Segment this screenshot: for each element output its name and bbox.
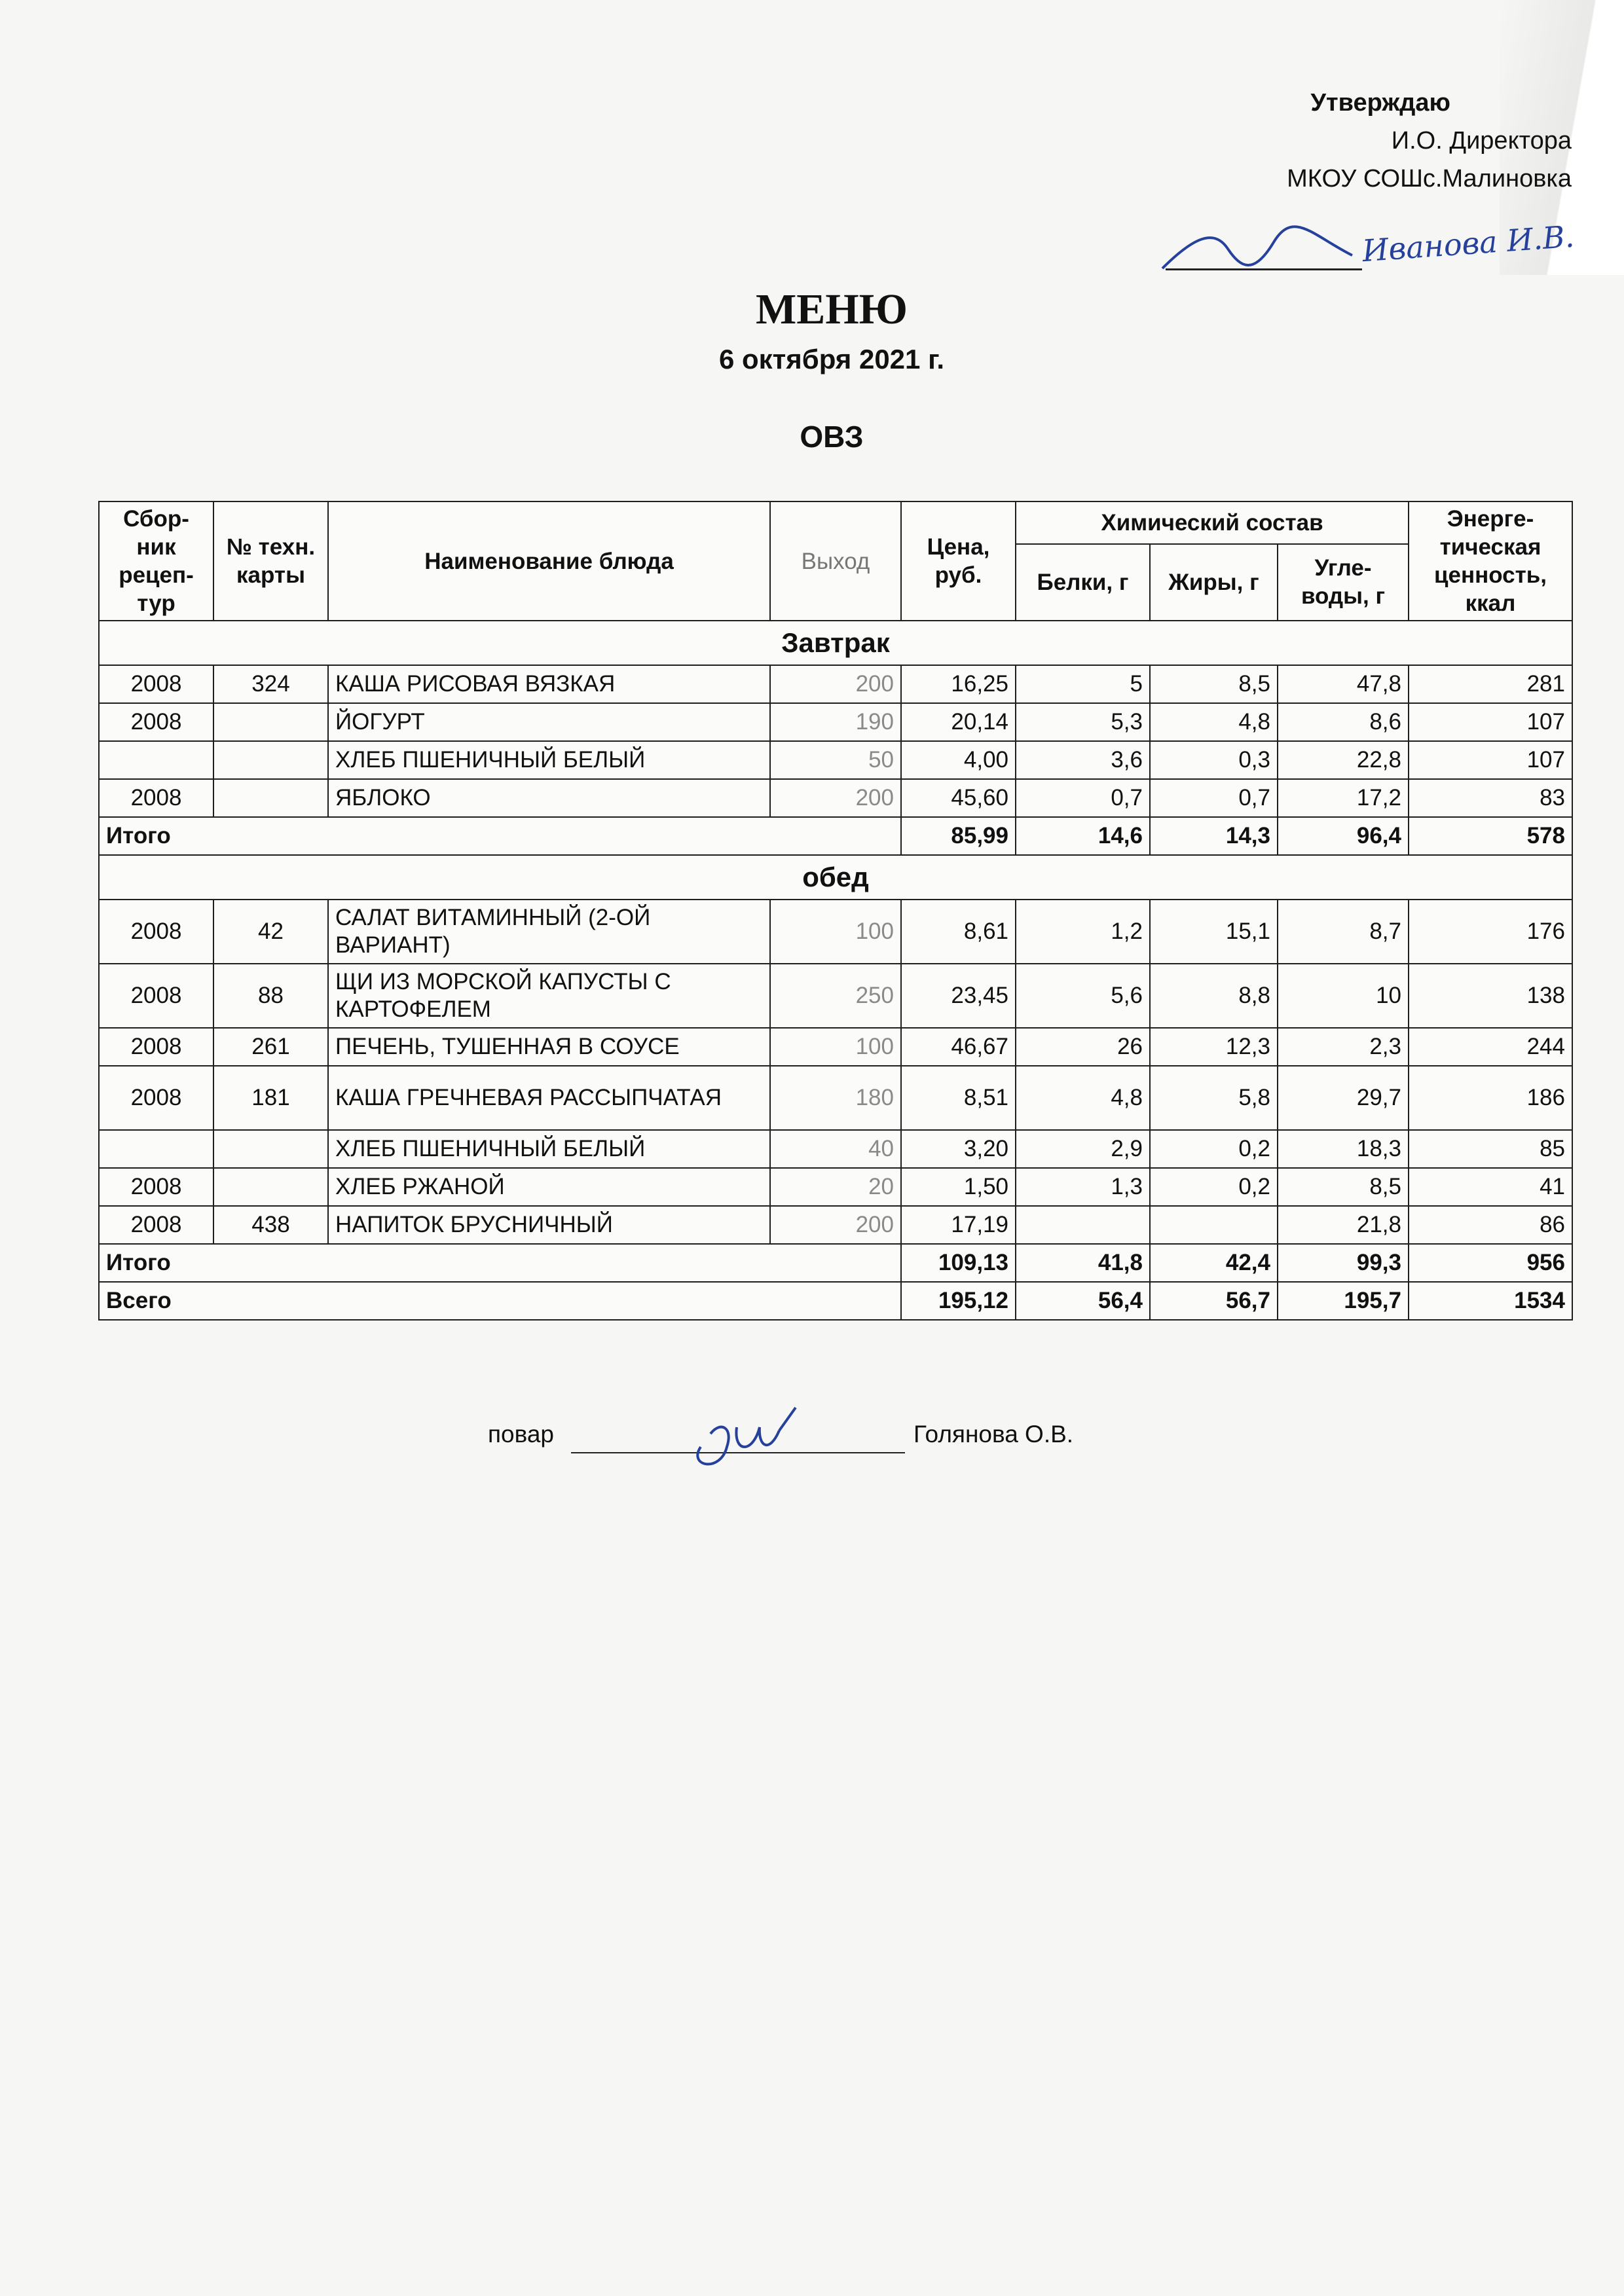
- grand-total-proteins: 56,4: [1016, 1282, 1150, 1320]
- cell-card: 438: [213, 1206, 328, 1244]
- grand-total-energy: 1534: [1409, 1282, 1572, 1320]
- cell-carbs: 18,3: [1278, 1130, 1409, 1168]
- cell-proteins: 26: [1016, 1028, 1150, 1066]
- cell-output: 250: [770, 964, 901, 1028]
- cook-signature-scribble: [681, 1401, 812, 1480]
- approval-organization: МКОУ СОШс.Малиновка: [1287, 165, 1572, 192]
- cell-collection: 2008: [99, 1206, 213, 1244]
- cell-carbs: 21,8: [1278, 1206, 1409, 1244]
- cell-card: 261: [213, 1028, 328, 1066]
- cell-proteins: 5: [1016, 665, 1150, 703]
- cell-fats: 12,3: [1150, 1028, 1278, 1066]
- cell-output: 40: [770, 1130, 901, 1168]
- cell-energy: 244: [1409, 1028, 1572, 1066]
- cell-card: [213, 741, 328, 779]
- cell-proteins: 1,3: [1016, 1168, 1150, 1206]
- cell-card: [213, 1130, 328, 1168]
- menu-table: [98, 501, 1573, 1321]
- cell-proteins: 2,9: [1016, 1130, 1150, 1168]
- header-collection: Сбор-ник рецеп-тур: [99, 501, 213, 621]
- menu-date: 6 октября 2021 г.: [718, 344, 945, 374]
- cell-energy: 107: [1409, 741, 1572, 779]
- total-carbs: 99,3: [1278, 1244, 1409, 1282]
- header-proteins: Белки, г: [1016, 544, 1150, 621]
- table-row: [99, 703, 1572, 741]
- section-row-lunch: [99, 855, 1572, 900]
- cell-proteins: 4,8: [1016, 1066, 1150, 1130]
- cell-card: 181: [213, 1066, 328, 1130]
- total-energy: 956: [1409, 1244, 1572, 1282]
- cell-energy: 186: [1409, 1066, 1572, 1130]
- total-carbs: 96,4: [1278, 817, 1409, 855]
- table-row: [99, 665, 1572, 703]
- cell-carbs: 47,8: [1278, 665, 1409, 703]
- cell-price: 3,20: [901, 1130, 1016, 1168]
- total-fats: 14,3: [1150, 817, 1278, 855]
- approval-position: И.О. Директора: [1391, 127, 1572, 155]
- cell-energy: 138: [1409, 964, 1572, 1028]
- cell-fats: 8,8: [1150, 964, 1278, 1028]
- cell-card: 324: [213, 665, 328, 703]
- cell-proteins: 3,6: [1016, 741, 1150, 779]
- total-proteins: 41,8: [1016, 1244, 1150, 1282]
- cell-carbs: 8,5: [1278, 1168, 1409, 1206]
- cell-collection: [99, 741, 213, 779]
- cell-fats: 8,5: [1150, 665, 1278, 703]
- cell-collection: 2008: [99, 665, 213, 703]
- header-tech-card: № техн. карты: [213, 501, 328, 621]
- cell-price: 17,19: [901, 1206, 1016, 1244]
- cell-dish-name: САЛАТ ВИТАМИННЫЙ (2-ОЙ ВАРИАНТ): [328, 900, 770, 964]
- cell-dish-name: ХЛЕБ ПШЕНИЧНЫЙ БЕЛЫЙ: [328, 741, 770, 779]
- cell-collection: 2008: [99, 1028, 213, 1066]
- page-title: МЕНЮ: [756, 285, 908, 333]
- cell-dish-name: ЩИ ИЗ МОРСКОЙ КАПУСТЫ С КАРТОФЕЛЕМ: [328, 964, 770, 1028]
- header-carbs: Угле-воды, г: [1278, 544, 1409, 621]
- cell-dish-name: ХЛЕБ РЖАНОЙ: [328, 1168, 770, 1206]
- table-row: [99, 1168, 1572, 1206]
- cell-dish-name: ХЛЕБ ПШЕНИЧНЫЙ БЕЛЫЙ: [328, 1130, 770, 1168]
- cell-price: 20,14: [901, 703, 1016, 741]
- cell-carbs: 17,2: [1278, 779, 1409, 817]
- header-dish-name: Наименование блюда: [328, 501, 770, 621]
- cell-price: 8,51: [901, 1066, 1016, 1130]
- cell-price: 23,45: [901, 964, 1016, 1028]
- cell-output: 100: [770, 1028, 901, 1066]
- cell-collection: 2008: [99, 703, 213, 741]
- cell-carbs: 22,8: [1278, 741, 1409, 779]
- cell-energy: 41: [1409, 1168, 1572, 1206]
- cell-collection: 2008: [99, 1066, 213, 1130]
- cell-output: 190: [770, 703, 901, 741]
- cell-proteins: 5,3: [1016, 703, 1150, 741]
- cell-proteins: 1,2: [1016, 900, 1150, 964]
- director-signature-scribble: [1156, 223, 1365, 282]
- cell-price: 16,25: [901, 665, 1016, 703]
- section-row-breakfast: [99, 621, 1572, 665]
- header-output: Выход: [770, 501, 901, 621]
- header-energy: Энерге-тическая ценность, ккал: [1409, 501, 1572, 621]
- total-row-breakfast: [99, 817, 1572, 855]
- cell-card: [213, 703, 328, 741]
- total-label: Итого: [99, 817, 901, 855]
- table-row: [99, 779, 1572, 817]
- cell-card: 42: [213, 900, 328, 964]
- cell-collection: 2008: [99, 1168, 213, 1206]
- section-title-lunch: обед: [99, 855, 1572, 900]
- cell-energy: 85: [1409, 1130, 1572, 1168]
- total-fats: 42,4: [1150, 1244, 1278, 1282]
- cell-dish-name: НАПИТОК БРУСНИЧНЫЙ: [328, 1206, 770, 1244]
- cell-dish-name: КАША РИСОВАЯ ВЯЗКАЯ: [328, 665, 770, 703]
- cell-proteins: [1016, 1206, 1150, 1244]
- cell-collection: [99, 1130, 213, 1168]
- total-row-lunch: [99, 1244, 1572, 1282]
- cook-label: повар: [488, 1421, 555, 1448]
- cell-fats: 0,7: [1150, 779, 1278, 817]
- cell-carbs: 8,7: [1278, 900, 1409, 964]
- grand-total-label: Всего: [99, 1282, 901, 1320]
- cell-price: 1,50: [901, 1168, 1016, 1206]
- cell-carbs: 8,6: [1278, 703, 1409, 741]
- table-row: [99, 1130, 1572, 1168]
- director-signature: Иванова И.В.: [1361, 218, 1576, 269]
- cell-output: 200: [770, 665, 901, 703]
- cell-collection: 2008: [99, 900, 213, 964]
- total-energy: 578: [1409, 817, 1572, 855]
- cell-collection: 2008: [99, 964, 213, 1028]
- table-row: [99, 964, 1572, 1028]
- cell-dish-name: ЙОГУРТ: [328, 703, 770, 741]
- table-row: [99, 900, 1572, 964]
- menu-table-body: [99, 621, 1572, 1320]
- header-fats: Жиры, г: [1150, 544, 1278, 621]
- cell-fats: 0,2: [1150, 1168, 1278, 1206]
- approval-label: Утверждаю: [1310, 89, 1450, 117]
- cell-output: 100: [770, 900, 901, 964]
- cell-output: 200: [770, 1206, 901, 1244]
- grand-total-row: [99, 1282, 1572, 1320]
- total-label: Итого: [99, 1244, 901, 1282]
- cell-price: 45,60: [901, 779, 1016, 817]
- cell-carbs: 2,3: [1278, 1028, 1409, 1066]
- cell-output: 20: [770, 1168, 901, 1206]
- cell-energy: 86: [1409, 1206, 1572, 1244]
- grand-total-fats: 56,7: [1150, 1282, 1278, 1320]
- total-price: 109,13: [901, 1244, 1016, 1282]
- cell-fats: 5,8: [1150, 1066, 1278, 1130]
- cell-card: 88: [213, 964, 328, 1028]
- cell-output: 50: [770, 741, 901, 779]
- table-row: [99, 741, 1572, 779]
- cell-carbs: 10: [1278, 964, 1409, 1028]
- header-chemical: Химический состав: [1016, 501, 1409, 544]
- cell-dish-name: ЯБЛОКО: [328, 779, 770, 817]
- cell-energy: 176: [1409, 900, 1572, 964]
- cell-energy: 83: [1409, 779, 1572, 817]
- cell-card: [213, 1168, 328, 1206]
- cell-fats: [1150, 1206, 1278, 1244]
- cell-fats: 4,8: [1150, 703, 1278, 741]
- cell-fats: 0,3: [1150, 741, 1278, 779]
- cell-collection: 2008: [99, 779, 213, 817]
- table-row: [99, 1206, 1572, 1244]
- cell-output: 180: [770, 1066, 901, 1130]
- table-row: [99, 1066, 1572, 1130]
- cell-output: 200: [770, 779, 901, 817]
- grand-total-price: 195,12: [901, 1282, 1016, 1320]
- menu-subtitle: ОВЗ: [800, 420, 864, 454]
- cell-fats: 0,2: [1150, 1130, 1278, 1168]
- cell-dish-name: ПЕЧЕНЬ, ТУШЕННАЯ В СОУСЕ: [328, 1028, 770, 1066]
- total-price: 85,99: [901, 817, 1016, 855]
- header-price: Цена, руб.: [901, 501, 1016, 621]
- cell-carbs: 29,7: [1278, 1066, 1409, 1130]
- cell-price: 4,00: [901, 741, 1016, 779]
- cell-energy: 281: [1409, 665, 1572, 703]
- cook-name: Голянова О.В.: [913, 1421, 1074, 1448]
- cell-price: 8,61: [901, 900, 1016, 964]
- table-row: [99, 1028, 1572, 1066]
- cell-card: [213, 779, 328, 817]
- cell-proteins: 0,7: [1016, 779, 1150, 817]
- cell-price: 46,67: [901, 1028, 1016, 1066]
- cell-energy: 107: [1409, 703, 1572, 741]
- director-signature-line: [1166, 268, 1362, 270]
- section-title-breakfast: Завтрак: [99, 621, 1572, 665]
- cell-fats: 15,1: [1150, 900, 1278, 964]
- total-proteins: 14,6: [1016, 817, 1150, 855]
- grand-total-carbs: 195,7: [1278, 1282, 1409, 1320]
- cell-proteins: 5,6: [1016, 964, 1150, 1028]
- cell-dish-name: КАША ГРЕЧНЕВАЯ РАССЫПЧАТАЯ: [328, 1066, 770, 1130]
- approval-block: [982, 84, 1572, 198]
